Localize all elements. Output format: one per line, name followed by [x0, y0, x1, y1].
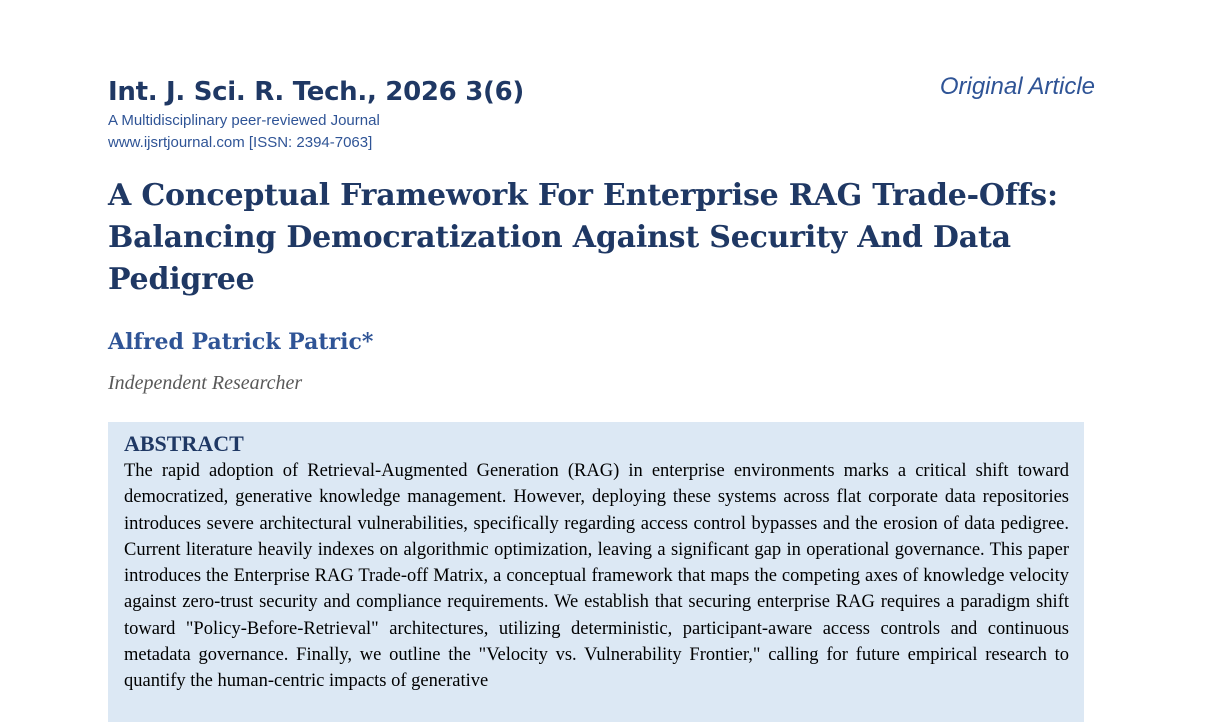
author-affiliation: Independent Researcher — [108, 372, 303, 394]
article-type-label: Original Article — [939, 73, 1095, 100]
journal-website[interactable]: www.ijsrtjournal.com [ISSN: 2394-7063] — [108, 134, 373, 151]
abstract-section — [108, 422, 1084, 722]
journal-title: Int. J. Sci. R. Tech., 2026 3(6) — [108, 77, 524, 107]
abstract-heading: ABSTRACT — [124, 431, 244, 456]
abstract-text: The rapid adoption of Retrieval-Augmented Generation (RAG) in enterprise environments marks a critical shift toward democratized, generative knowledge management. However, deploying these systems across flat corporate data repositories introduces severe architectural vulnerabilities, specifically regarding access control bypasses and the erosion of data pedigree. Current literature heavily indexes on algorithmic optimization, leaving a significant gap in operational governance. This paper introduces the Enterprise RAG Trade-off Matrix, a conceptual framework that maps the competing axes of knowledge velocity against zero-trust security and compliance requirements. We establish that securing enterprise RAG requires a paradigm shift toward "Policy-Before-Retrieval" architectures, utilizing deterministic, participant-aware access controls and continuous metadata governance. Finally, we outline the "Velocity vs. Vulnerability Frontier," calling for future empirical research to quantify the human-centric impacts of generative — [124, 461, 1069, 692]
author-name: Alfred Patrick Patric* — [108, 329, 374, 355]
journal-header — [108, 74, 524, 154]
paper-title: A Conceptual Framework For Enterprise RAG Trade-Offs: Balancing Democratization Against Security And Data Pedigree — [108, 178, 1058, 297]
journal-subtitle: A Multidisciplinary peer-reviewed Journal — [108, 112, 380, 129]
